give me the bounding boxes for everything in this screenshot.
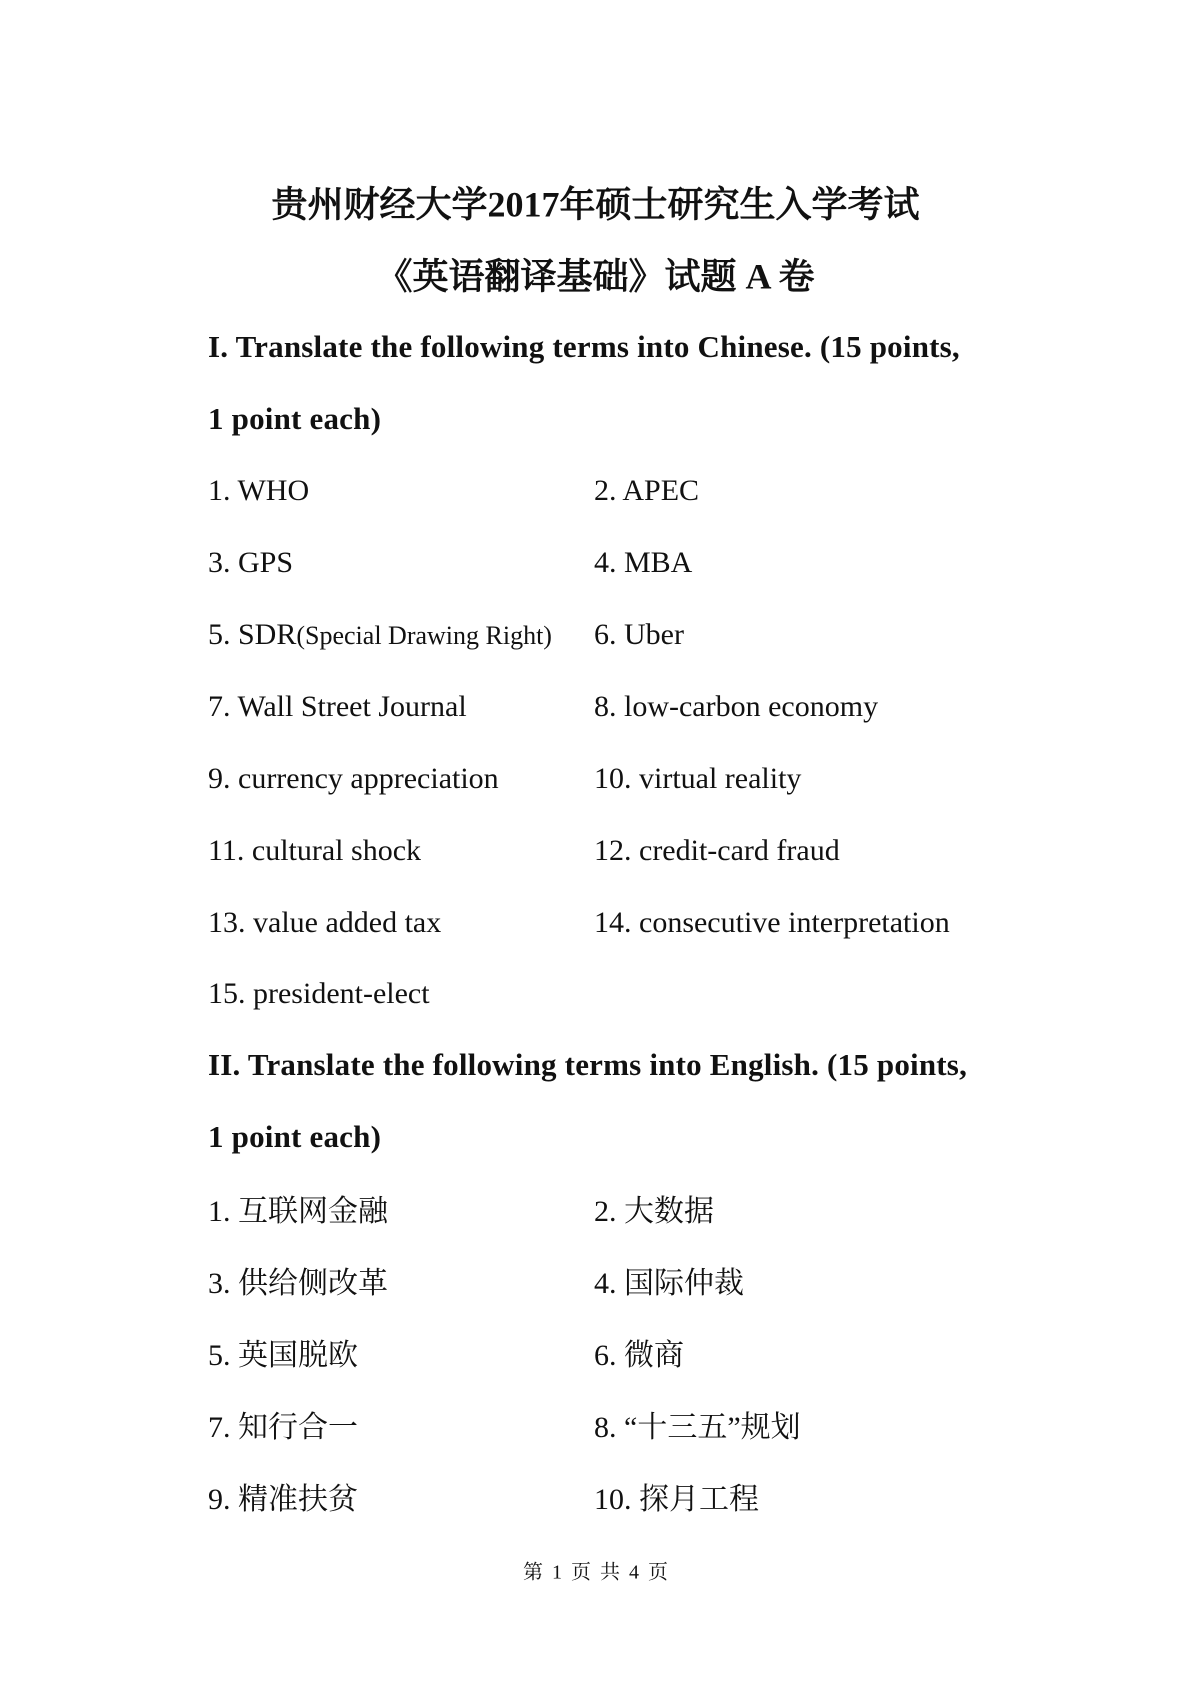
- exam-title: 贵州财经大学2017年硕士研究生入学考试: [271, 184, 920, 225]
- list-item: 1. WHO: [208, 474, 310, 507]
- section1-heading-cont: 1 point each): [208, 401, 382, 436]
- list-item: 14. consecutive interpretation: [594, 906, 950, 939]
- list-item: 4. MBA: [594, 546, 693, 579]
- list-item: 1. 互联网金融: [208, 1195, 388, 1228]
- list-item: 4. 国际仲裁: [594, 1267, 744, 1300]
- list-item: 13. value added tax: [208, 906, 442, 939]
- section2-heading: II. Translate the following terms into English. (15 points,: [208, 1047, 968, 1082]
- list-item: 7. 知行合一: [208, 1411, 358, 1444]
- list-item: 3. GPS: [208, 546, 294, 579]
- list-item: 7. Wall Street Journal: [208, 690, 467, 723]
- list-item: 3. 供给侧改革: [208, 1267, 388, 1300]
- list-item: 12. credit-card fraud: [594, 834, 840, 867]
- list-item: 10. 探月工程: [594, 1483, 759, 1516]
- list-item: [208, 618, 552, 652]
- list-item: 9. currency appreciation: [208, 762, 499, 795]
- page-number: 第 1 页 共 4 页: [523, 1561, 668, 1584]
- section1-heading: I. Translate the following terms into Chinese. (15 points,: [208, 329, 960, 364]
- list-item: 2. APEC: [594, 474, 700, 507]
- list-item: 10. virtual reality: [594, 762, 802, 795]
- list-item: 6. 微商: [594, 1339, 684, 1372]
- list-item: 2. 大数据: [594, 1195, 714, 1228]
- list-item: 9. 精准扶贫: [208, 1483, 358, 1516]
- list-item: 6. Uber: [594, 618, 684, 651]
- item-note: (Special Drawing Right): [296, 621, 552, 650]
- section2-heading-cont: 1 point each): [208, 1119, 382, 1154]
- list-item: 15. president-elect: [208, 977, 430, 1010]
- list-item: 8. “十三五”规划: [594, 1411, 801, 1444]
- item-term: 5. SDR: [208, 618, 297, 651]
- list-item: 8. low-carbon economy: [594, 690, 879, 723]
- list-item: 5. 英国脱欧: [208, 1339, 358, 1372]
- exam-subtitle: 《英语翻译基础》试题 A 卷: [376, 256, 815, 297]
- list-item: 11. cultural shock: [208, 834, 422, 867]
